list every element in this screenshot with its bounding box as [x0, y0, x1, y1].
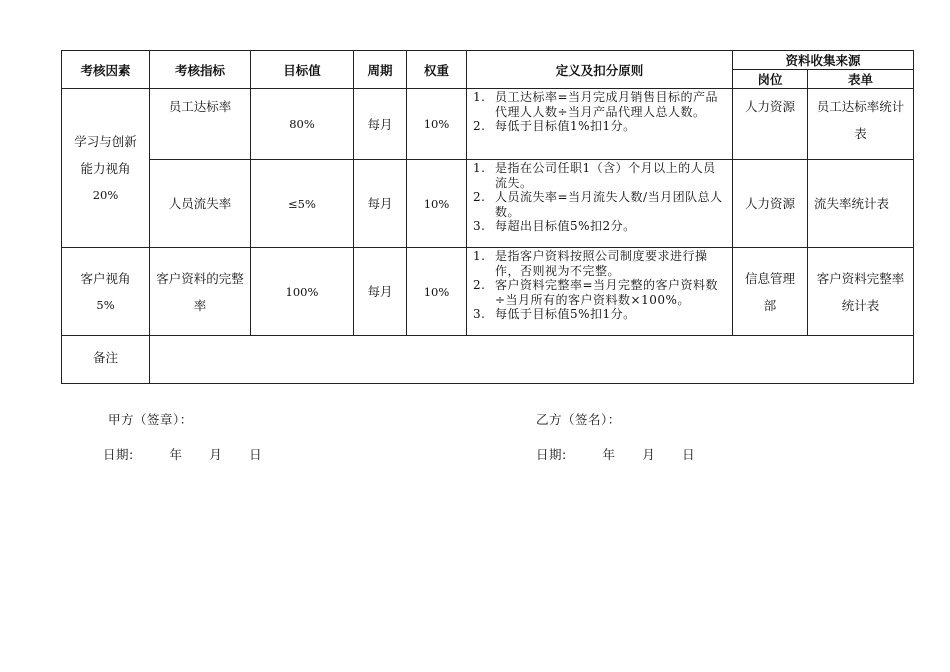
factor-line: 客户视角	[80, 270, 131, 286]
source-post-cell: 人力资源	[733, 89, 808, 160]
table-row	[62, 89, 914, 160]
definition-item: 3. 每低于目标值5%扣1分。	[473, 307, 636, 321]
definition-item: 2. 人员流失率=当月流失人数/当月团队总人数。	[473, 190, 723, 219]
indicator-cell: 人员流失率	[150, 160, 251, 248]
definition-cell	[467, 160, 733, 248]
source-post-cell: 人力资源	[733, 160, 808, 248]
weight-cell: 10%	[407, 248, 467, 336]
factor-cell	[62, 248, 150, 336]
period-cell: 每月	[354, 89, 407, 160]
target-cell: 100%	[251, 248, 354, 336]
header-weight: 权重	[407, 51, 467, 89]
remarks-content	[150, 336, 914, 384]
source-post-cell: 信息管理部	[733, 248, 808, 336]
definition-list	[473, 249, 728, 322]
header-target: 目标值	[251, 51, 354, 89]
target-cell: 80%	[251, 89, 354, 160]
definition-item: 1. 员工达标率=当月完成月销售目标的产品代理人人数÷当月产品代理人总人数。	[473, 90, 719, 119]
definition-cell	[467, 89, 733, 160]
period-cell: 每月	[354, 160, 407, 248]
header-source: 资料收集来源	[733, 51, 914, 70]
definition-item: 1. 是指在公司任职1（含）个月以上的人员流失。	[473, 161, 716, 190]
definition-list	[473, 90, 728, 134]
table-row	[62, 160, 914, 248]
remarks-row	[62, 336, 914, 384]
header-source-form: 表单	[808, 70, 914, 89]
party-a-signature: 甲方（签章）：	[108, 412, 193, 427]
definition-item: 1. 是指客户资料按照公司制度要求进行操作，否则视为不完整。	[473, 249, 708, 278]
header-period: 周期	[354, 51, 407, 89]
source-form-cell: 流失率统计表	[808, 160, 914, 248]
target-cell: ≤5%	[251, 160, 354, 248]
party-b-date: 日期: 年 月 日	[536, 447, 696, 462]
factor-line: 学习与创新	[74, 133, 137, 149]
factor-cell	[62, 89, 150, 248]
remarks-label: 备注	[62, 336, 150, 384]
definition-item: 3. 每超出目标值5%扣2分。	[473, 219, 636, 233]
weight-cell: 10%	[407, 89, 467, 160]
definition-item: 2. 每低于目标值1%扣1分。	[473, 119, 636, 133]
factor-weight: 5%	[96, 297, 115, 312]
factor-line: 能力视角	[80, 160, 131, 176]
source-form-cell: 客户资料完整率统计表	[808, 248, 914, 336]
definition-list	[473, 161, 728, 234]
source-form-cell: 员工达标率统计表	[808, 89, 914, 160]
table-row	[62, 248, 914, 336]
header-source-post: 岗位	[733, 70, 808, 89]
party-a-date: 日期: 年 月 日	[103, 447, 263, 462]
indicator-cell: 客户资料的完整率	[150, 248, 251, 336]
definition-cell	[467, 248, 733, 336]
kpi-table	[61, 50, 914, 384]
header-indicator: 考核指标	[150, 51, 251, 89]
definition-item: 2. 客户资料完整率=当月完整的客户资料数÷当月所有的客户资料数×100%。	[473, 278, 719, 307]
header-definition: 定义及扣分原则	[467, 51, 733, 89]
period-cell: 每月	[354, 248, 407, 336]
party-b-signature: 乙方（签名）：	[536, 412, 621, 427]
header-factor: 考核因素	[62, 51, 150, 89]
indicator-cell: 员工达标率	[150, 89, 251, 160]
weight-cell: 10%	[407, 160, 467, 248]
header-row	[62, 51, 914, 70]
factor-weight: 20%	[92, 187, 119, 202]
